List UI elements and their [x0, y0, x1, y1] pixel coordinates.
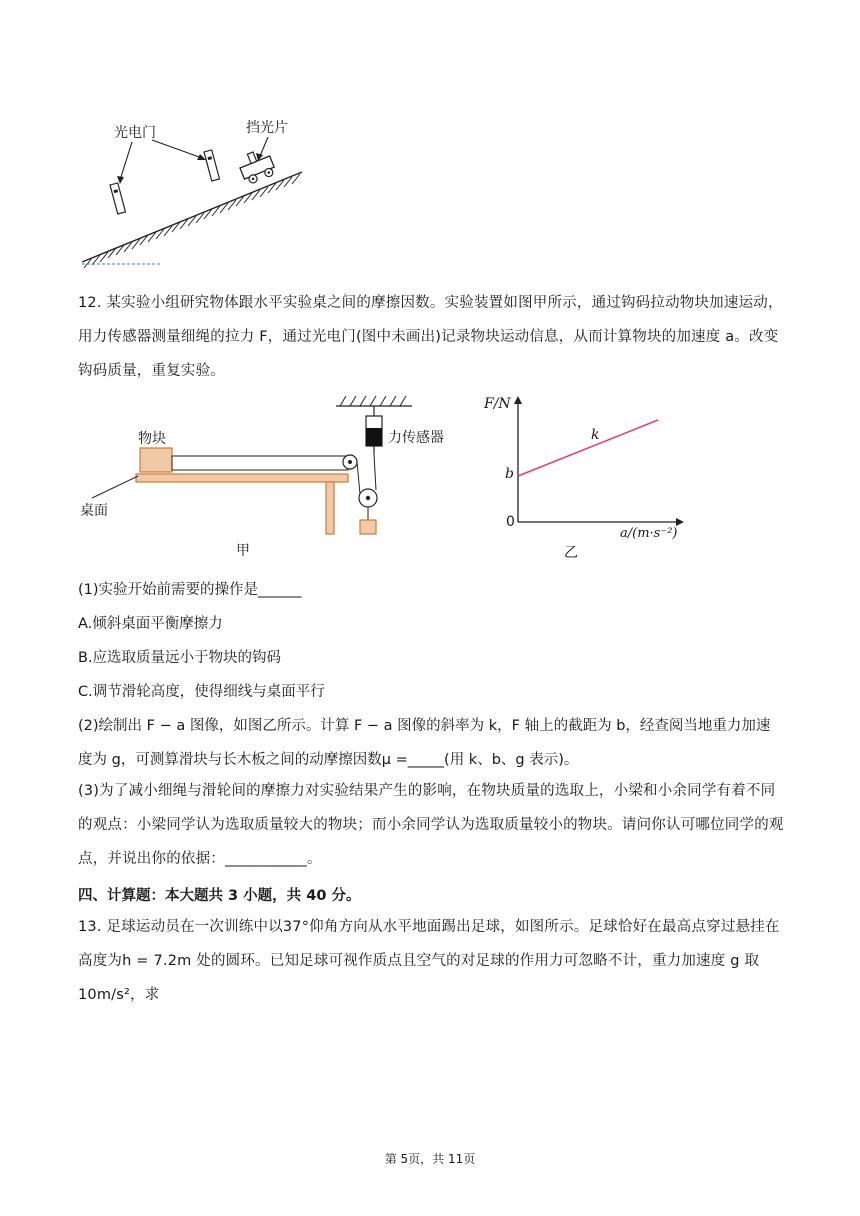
- graph-origin-label: 0: [506, 514, 515, 530]
- q12-option-a: A.倾斜桌面平衡摩擦力: [78, 616, 223, 632]
- graph-intercept-label: b: [505, 466, 514, 482]
- q12-part2-line1: (2)绘制出 F − a 图像，如图乙所示。计算 F − a 图像的斜率为 k，F 轴上的截距为 b，经查阅当地重力加速: [78, 718, 771, 734]
- shade-label: 挡光片: [246, 120, 288, 136]
- fa-line: [518, 420, 658, 476]
- section-4-heading: 四、计算题：本大题共 3 小题，共 40 分。: [78, 888, 361, 904]
- figure-yi-caption: 乙: [564, 545, 578, 561]
- q12-option-b: B.应选取质量远小于物块的钩码: [78, 650, 282, 666]
- graph-ylabel: F/N: [484, 396, 511, 412]
- q12-stem: 12. 某实验小组研究物体跟水平实验桌之间的摩擦因数。实验装置如图甲所示，通过钩码拉动物块加速运动，用力传感器测量细绳的拉力 F，通过光电门(图中未画出)记录物块运动信息，从而计算物块的加速度 a。改变钩码质量，重复实验。: [78, 295, 783, 379]
- q12-part1: (1)实验开始前需要的操作是______: [78, 582, 302, 598]
- graph-slope-label: k: [591, 427, 600, 443]
- q13-stem: 13. 足球运动员在一次训练中以37°仰角方向从水平地面踢出足球，如图所示。足球恰好在最高点穿过悬挂在高度为h = 7.2m 处的圆环。已知足球可视作质点且空气的对足球的作用力可忽略不计，重力加速度 g 取 10m/s²，求: [78, 919, 780, 1003]
- photogate-label: 光电门: [114, 125, 156, 141]
- q12-option-c: C.调节滑轮高度，使得细线与桌面平行: [78, 684, 325, 700]
- table-label: 桌面: [80, 503, 108, 519]
- page-footer: 第 5页，共 11页: [384, 1152, 476, 1166]
- sensor-label: 力传感器: [388, 430, 444, 446]
- q12-part2-line2: 度为 g，可测算滑块与长木板之间的动摩擦因数μ =_____(用 k、b、g 表示)。: [78, 752, 579, 768]
- block-label: 物块: [138, 431, 166, 447]
- figure-jia: [78, 390, 418, 560]
- figure-jia-caption: 甲: [236, 543, 250, 559]
- q12-part3: (3)为了减小细绳与滑轮间的摩擦力对实验结果产生的影响，在物块质量的选取上，小梁和小余同学有着不同的观点：小梁同学认为选取质量较大的物块；而小余同学认为选取质量较小的物块。请问你认可哪位同学的观点，并说出你的依据：___________。: [78, 783, 784, 867]
- apparatus-drawing: [78, 390, 418, 560]
- graph-xlabel: a/(m·s⁻²): [620, 526, 678, 541]
